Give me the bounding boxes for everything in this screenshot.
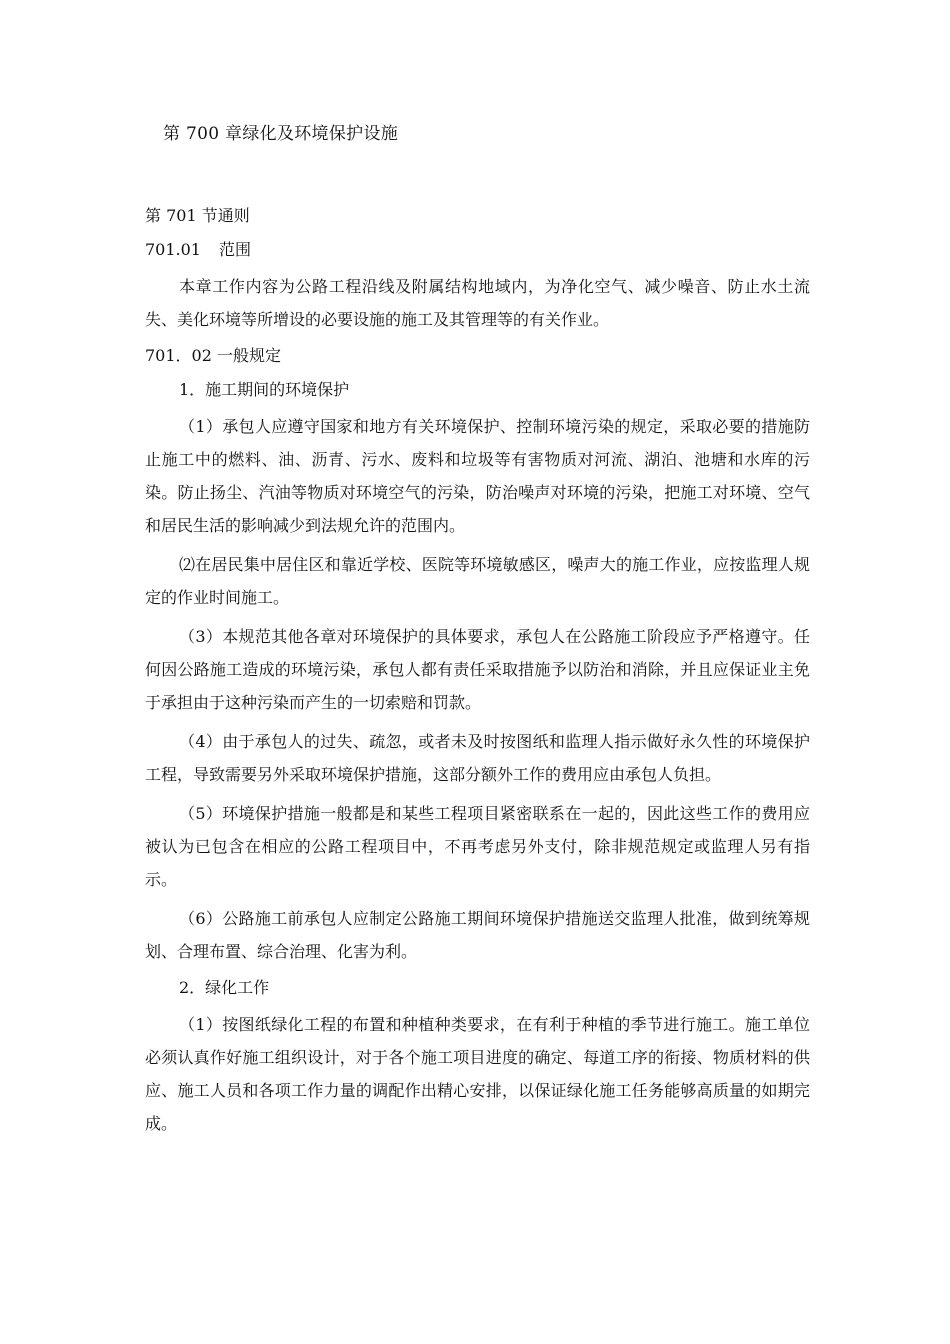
section-title: 第 701 节通则	[145, 206, 250, 225]
clause-701-01	[145, 236, 810, 264]
clause-title: 范围	[218, 240, 251, 259]
clause-701-02: 701．02 一般规定	[145, 346, 281, 365]
item-2-paragraph-1: （1）按图纸绿化工程的布置和种植种类要求，在有利于种植的季节进行施工。施工单位必须认真作好施工组织设计，对于各个施工项目进度的确定、每道工序的衔接、物质材料的供应、施工人员和各项工作力量的调配作出精心安排，以保证绿化施工任务能够高质量的如期完成。	[145, 1015, 810, 1133]
item-1-paragraph-1: （1）承包人应遵守国家和地方有关环境保护、控制环境污染的规定，采取必要的措施防止施工中的燃料、油、沥青、污水、废料和垃圾等有害物质对河流、湖泊、池塘和水库的污染。防止扬尘、汽油等物质对环境空气的污染，防治噪声对环境的污染，把施工对环境、空气和居民生活的影响减少到法规允许的范围内。	[145, 417, 810, 535]
item-1-paragraph-3: （3）本规范其他各章对环境保护的具体要求，承包人在公路施工阶段应予严格遵守。任何因公路施工造成的环境污染，承包人都有责任采取措施予以防治和消除，并且应保证业主免于承担由于这种污染而产生的一切索赔和罚款。	[145, 627, 810, 712]
item-2-title: 2．绿化工作	[179, 978, 270, 997]
item-1-paragraph-5: （5）环境保护措施一般都是和某些工程项目紧密联系在一起的，因此这些工作的费用应被认为已包含在相应的公路工程项目中，不再考虑另外支付，除非规范规定或监理人另有指示。	[145, 804, 810, 889]
item-1-paragraph-4: （4）由于承包人的过失、疏忽，或者未及时按图纸和监理人指示做好永久性的环境保护工程，导致需要另外采取环境保护措施，这部分额外工作的费用应由承包人负担。	[145, 732, 810, 784]
item-1-title: 1．施工期间的环境保护	[179, 380, 350, 399]
item-1-paragraph-6: （6）公路施工前承包人应制定公路施工期间环境保护措施送交监理人批准，做到统筹规划、合理布置、综合治理、化害为利。	[145, 909, 810, 961]
document-body	[145, 120, 810, 1146]
chapter-title: 第 700 章绿化及环境保护设施	[163, 124, 399, 144]
clause-number: 701.01	[145, 240, 201, 259]
scope-paragraph: 本章工作内容为公路工程沿线及附属结构地域内，为净化空气、减少噪音、防止水土流失、美化环境等所增设的必要设施的施工及其管理等的有关作业。	[145, 277, 810, 329]
item-1-paragraph-2: ⑵在居民集中居住区和靠近学校、医院等环境敏感区，噪声大的施工作业，应按监理人规定的作业时间施工。	[145, 555, 810, 607]
